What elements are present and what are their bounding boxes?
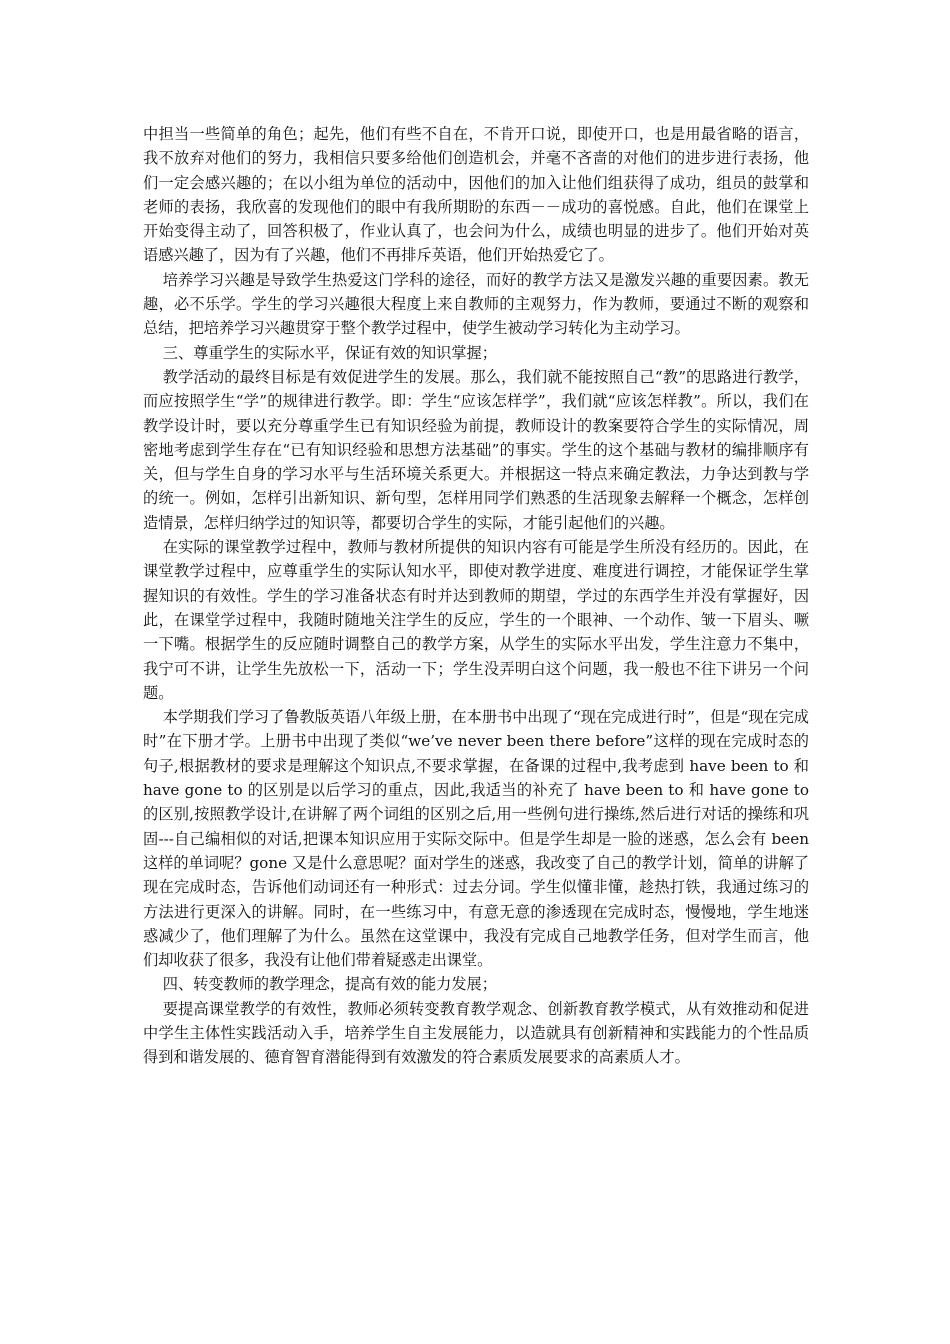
paragraph-continuation: 中担当一些简单的角色；起先，他们有些不自在，不肯开口说，即使开口，也是用最省略的语言，我不放弃对他们的努力，我相信只要多给他们创造机会，并毫不吝啬的对他们的进步进行表扬，他们一定会感兴趣的；在以小组为单位的活动中，因他们的加入让他们组获得了成功，组员的鼓掌和老师的表扬，我欣喜的发现他们的眼中有我所期盼的东西－－成功的喜悦感。自此，他们在课堂上开始变得主动了，回答积极了，作业认真了，也会问为什么，成绩也明显的进步了。他们开始对英语感兴趣了，因为有了兴趣，他们不再排斥英语，他们开始热爱它了。 [143, 125, 809, 265]
paragraph-example: 本学期我们学习了鲁教版英语八年级上册，在本册书中出现了“现在完成进行时”，但是“现在完成时”在下册才学。上册书中出现了类似“we’ve never been there before”这样的现在完成时态的句子,根据教材的要求是理解这个知识点,不要求掌握，在备课的过程中,我考虑到 have been to 和 have gone to 的区别是以后学习的重点，因此,我适当的补充了 have been to 和 have gone to 的区别,按照教学设计,在讲解了两个词组的区别之后,用一些例句进行操练,然后进行对话的操练和巩固---自己编相似的对话,把课本知识应用于实际交际中。但是学生却是一脸的迷惑，怎么会有 been 这样的单词呢？gone 又是什么意思呢？面对学生的迷惑，我改变了自己的教学计划，简单的讲解了现在完成时态，告诉他们动词还有一种形式：过去分词。学生似懂非懂，趁热打铁，我通过练习的方法进行更深入的讲解。同时，在一些练习中，有意无意的渗透现在完成时态，慢慢地，学生地迷惑减少了，他们理解了为什么。虽然在这堂课中，我没有完成自己地教学任务，但对学生而言，他们却收获了很多，我没有让他们带着疑惑走出课堂。 [143, 708, 809, 970]
paragraph-teaching-concept: 要提高课堂教学的有效性，教师必须转变教育教学观念、创新教育教学模式，从有效推动和促进中学生主体性实践活动入手，培养学生自主发展能力，以造就具有创新精神和实践能力的个性品质得到和谐发展的、德育智育潜能得到有效激发的符合素质发展要求的高素质人才。 [143, 999, 809, 1067]
section-heading-3: 三、尊重学生的实际水平，保证有效的知识掌握； [162, 343, 497, 362]
paragraph-interest: 培养学习兴趣是导致学生热爱这门学科的途径，而好的教学方法又是激发兴趣的重要因素。教无趣，必不乐学。学生的学习兴趣很大程度上来自教师的主观努力，作为教师，要通过不断的观察和总结，把培养学习兴趣贯穿于整个教学过程中，使学生被动学习转化为主动学习。 [143, 270, 809, 338]
paragraph-classroom-process: 在实际的课堂教学过程中，教师与教材所提供的知识内容有可能是学生所没有经历的。因此，在课堂教学过程中，应尊重学生的实际认知水平，即使对教学进度、难度进行调控，才能保证学生掌握知识的有效性。学生的学习准备状态有时并达到教师的期望，学过的东西学生并没有掌握好，因此，在课堂学过程中，我随时随地关注学生的反应，学生的一个眼神、一个动作、皱一下眉头、噘一下嘴。根据学生的反应随时调整自己的教学方案，从学生的实际水平出发，学生注意力不集中，我宁可不讲，让学生先放松一下，活动一下；学生没弄明白这个问题，我一般也不往下讲另一个问题。 [143, 538, 809, 702]
document-body [143, 122, 809, 1070]
section-heading-4: 四、转变教师的教学理念，提高有效的能力发展； [162, 975, 497, 994]
paragraph-teaching-goal: 教学活动的最终目标是有效促进学生的发展。那么，我们就不能按照自己“教”的思路进行教学，而应按照学生“学”的规律进行教学。即：学生“应该怎样学”，我们就“应该怎样教”。所以，我们在教学设计时，要以充分尊重学生已有知识经验为前提，教师设计的教案要符合学生的实际情况，周密地考虑到学生存在“已有知识经验和思想方法基础”的事实。学生的这个基础与教材的编排顺序有关，但与学生自身的学习水平与生活环境关系更大。并根据这一特点来确定教法，力争达到教与学的统一。例如，怎样引出新知识、新句型，怎样用同学们熟悉的生活现象去解释一个概念，怎样创造情景，怎样归纳学过的知识等，都要切合学生的实际，才能引起他们的兴趣。 [143, 367, 809, 532]
